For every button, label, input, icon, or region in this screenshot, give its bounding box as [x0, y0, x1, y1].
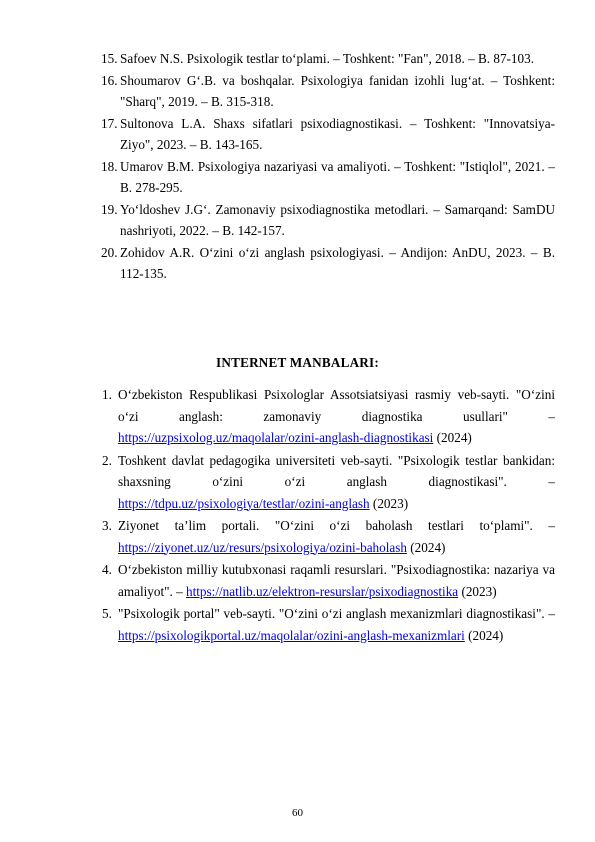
source-number: 4.	[102, 562, 112, 577]
source-link[interactable]: https://uzpsixolog.uz/maqolalar/ozini-anglash-diagnostikasi	[118, 430, 434, 445]
source-link[interactable]: https://psixologikportal.uz/maqolalar/ozini-anglash-mexanizmlari	[118, 627, 465, 643]
reference-number: 17.	[101, 116, 118, 131]
source-link[interactable]: https://tdpu.uz/psixologiya/testlar/ozini-anglash	[118, 495, 370, 511]
source-year: (2023)	[372, 495, 409, 511]
source-number: 1.	[102, 387, 112, 402]
source-year: (2024)	[410, 539, 446, 555]
internet-source-item	[102, 515, 555, 558]
reference-number: 15.	[101, 51, 118, 66]
page-number: 60	[292, 807, 303, 819]
reference-text: Safoev N.S. Psixologik testlar to‘plami. – Toshkent: "Fan", 2018. – B. 87-103.	[120, 51, 535, 66]
source-text: "Psixologik portal" veb-sayti. "O‘zini o‘zi anglash mexanizmlari diagnostikasi". –	[118, 606, 555, 621]
reference-number: 19.	[101, 202, 118, 217]
reference-text: Shoumarov G‘.B. va boshqalar. Psixologiya fanidan izohli lug‘at. – Toshkent: "Sharq", 2019. – B. 315-318.	[120, 73, 555, 109]
reference-text: Yo‘ldoshev J.G‘. Zamonaviy psixodiagnostika metodlari. – Samarqand: SamDU nashriyoti, 2022. – B. 142-157.	[120, 202, 555, 238]
reference-text: Sultonova L.A. Shaxs sifatlari psixodiagnostikasi. – Toshkent: "Innovatsiya-Ziyo", 2023. – B. 143-165.	[120, 116, 555, 152]
reference-item	[103, 156, 555, 198]
source-link[interactable]: https://ziyonet.uz/uz/resurs/psixologiya/ozini-baholash	[118, 539, 407, 555]
internet-source-item	[102, 450, 555, 515]
source-number: 3.	[102, 518, 112, 533]
source-text: Toshkent davlat pedagogika universiteti veb-sayti. "Psixologik testlar bankidan: shaxsning o‘zini o‘zi anglash diagnostikasi". –	[118, 452, 555, 489]
reference-number: 20.	[101, 245, 118, 260]
reference-item	[103, 242, 555, 284]
reference-number: 18.	[101, 159, 118, 174]
source-year: (2024)	[436, 430, 472, 445]
reference-number: 16.	[101, 73, 118, 88]
source-text: O‘zbekiston Respublikasi Psixologlar Assotsiatsiyasi rasmiy veb-sayti. "O‘zini o‘zi anglash: zamonaviy diagnostika usullari" –	[118, 387, 555, 424]
source-year: (2023)	[461, 583, 497, 599]
source-number: 2.	[102, 452, 112, 468]
reference-list	[103, 48, 555, 285]
source-year: (2024)	[468, 627, 504, 643]
source-link[interactable]: https://natlib.uz/elektron-resurslar/psixodiagnostika	[186, 583, 459, 599]
reference-item	[103, 70, 555, 112]
reference-item	[103, 199, 555, 241]
internet-source-item	[102, 559, 555, 602]
internet-source-item	[102, 384, 555, 449]
internet-sources-heading: INTERNET MANBALARI:	[216, 355, 379, 370]
source-text: O‘zbekiston milliy kutubxonasi raqamli resurslari. "Psixodiagnostika: nazariya va amaliyot". –	[118, 562, 555, 599]
source-text: Ziyonet ta’lim portali. "O‘zini o‘zi baholash testlari to‘plami". –	[118, 518, 555, 533]
internet-source-item	[102, 603, 555, 646]
reference-text: Zohidov A.R. O‘zini o‘zi anglash psixologiyasi. – Andijon: AnDU, 2023. – B. 112-135.	[120, 245, 555, 281]
reference-text: Umarov B.M. Psixologiya nazariyasi va amaliyoti. – Toshkent: "Istiqlol", 2021. – B. 278-295.	[120, 159, 555, 195]
source-number: 5.	[102, 606, 112, 621]
internet-source-list	[102, 384, 555, 647]
reference-item	[103, 113, 555, 155]
reference-item	[103, 48, 555, 69]
